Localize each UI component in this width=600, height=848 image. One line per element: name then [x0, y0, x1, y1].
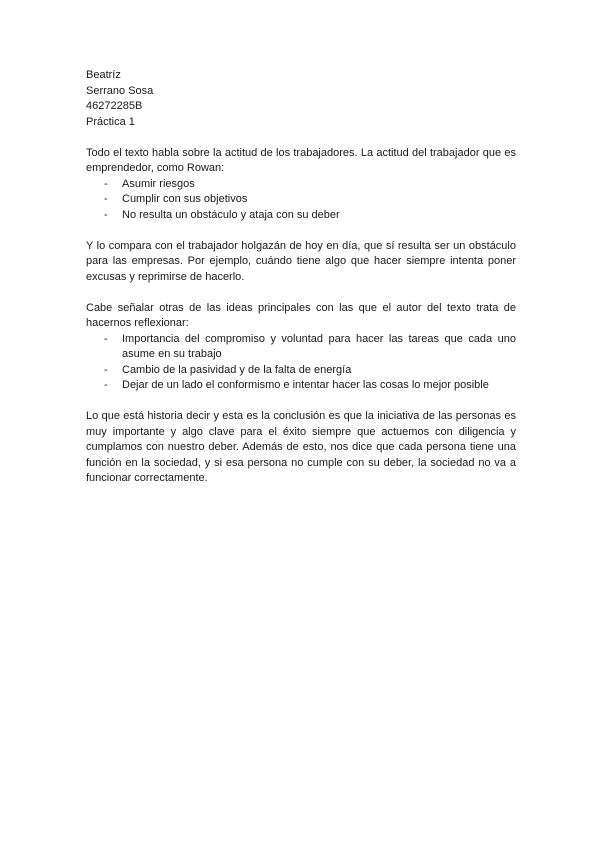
- list-item: [86, 177, 516, 193]
- paragraph-intro: Todo el texto habla sobre la actitud de los trabajadores. La actitud del trabajador que es emprendedor, como Rowan:: [86, 146, 516, 174]
- spacer: [86, 285, 516, 301]
- list-item-text: Asumir riesgos: [122, 177, 195, 190]
- dash-marker: -: [104, 208, 108, 221]
- author-name: Beatríz: [86, 69, 121, 81]
- spacer: [86, 223, 516, 239]
- dash-marker: -: [104, 363, 108, 376]
- spacer: [86, 130, 516, 146]
- author-header: [86, 68, 516, 130]
- list-item: [86, 363, 516, 379]
- author-surname: Serrano Sosa: [86, 84, 154, 97]
- list-item: [86, 208, 516, 224]
- dash-marker: -: [104, 193, 108, 205]
- list-item: [86, 192, 516, 208]
- list-item-text: Importancia del compromiso y voluntad para hacer las tareas que cada uno asume en su trabajo: [122, 332, 516, 360]
- spacer: [86, 394, 516, 410]
- list-item-text: No resulta un obstáculo y ataja con su deber: [122, 208, 340, 221]
- paragraph-conclusion: Lo que está historia decir y esta es la conclusión es que la iniciativa de las personas es muy importante y algo clave para el éxito siempre que actuemos con diligencia y cumplamos con nuestro deber. Además de esto, nos dice que cada persona tiene una función en la sociedad, y si esa persona no cumple con su deber, la sociedad no va a funcionar correctamente.: [86, 410, 516, 484]
- document-body: [86, 68, 516, 487]
- entrepreneur-traits-list: [86, 177, 516, 224]
- assignment-title: Práctica 1: [86, 115, 135, 128]
- paragraph-main-ideas: Cabe señalar otras de las ideas principales con las que el autor del texto trata de hacernos reflexionar:: [86, 301, 516, 329]
- list-item-text: Cambio de la pasividad y de la falta de energía: [122, 363, 352, 376]
- main-ideas-list: [86, 332, 516, 394]
- list-item-text: Dejar de un lado el conformismo e intentar hacer las cosas lo mejor posible: [122, 379, 489, 391]
- dash-marker: -: [104, 177, 108, 190]
- list-item-text: Cumplir con sus objetivos: [122, 193, 248, 205]
- list-item: [86, 332, 516, 363]
- author-id-number: 46272285B: [86, 100, 143, 112]
- list-item: [86, 378, 516, 394]
- dash-marker: -: [104, 332, 108, 345]
- dash-marker: -: [104, 379, 108, 391]
- paragraph-comparison: Y lo compara con el trabajador holgazán de hoy en día, que sí resulta ser un obstáculo para las empresas. Por ejemplo, cuándo tiene algo que hacer siempre intenta poner excusas y reprimirse de hacerlo.: [86, 239, 516, 283]
